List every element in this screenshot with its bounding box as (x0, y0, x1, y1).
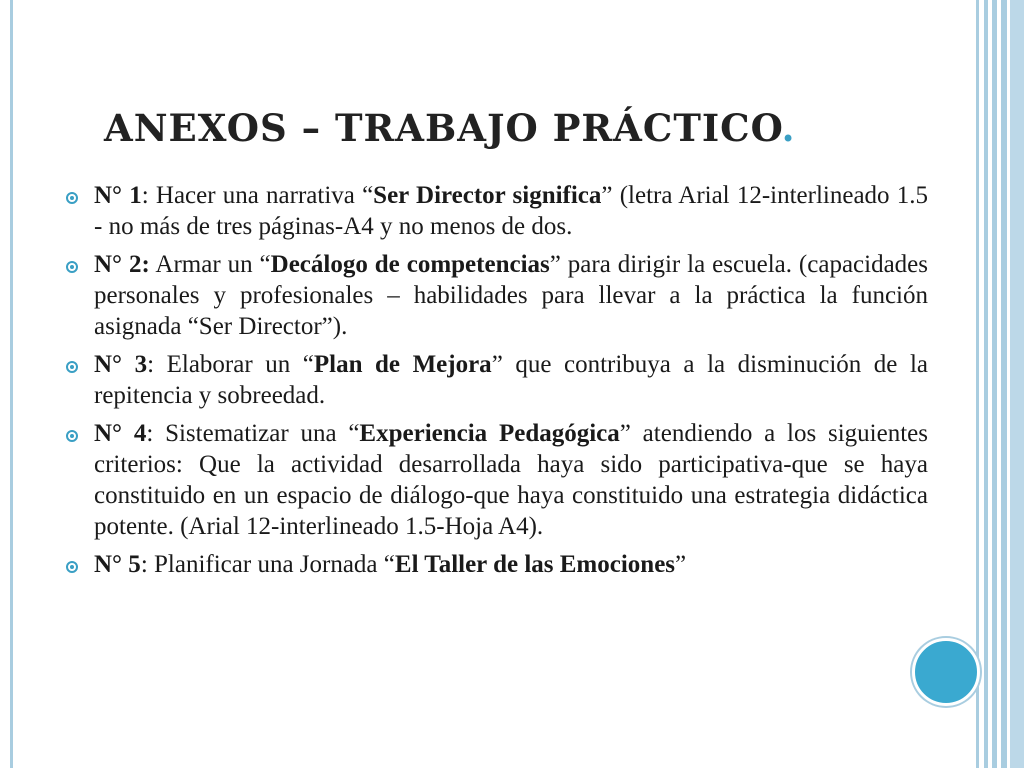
list-item (60, 549, 928, 580)
list-item (60, 249, 928, 342)
bullet-icon (66, 192, 78, 204)
slide-title (104, 106, 796, 150)
item-highlight: Ser Director significa (373, 182, 602, 209)
item-number: N° 4 (94, 420, 147, 447)
list-item (60, 349, 928, 411)
decorative-band (1010, 0, 1024, 768)
right-decorative-bands (976, 0, 1024, 768)
decorative-circle (912, 638, 980, 706)
item-text: ” que contribuya a la disminución de la repitencia y sobreedad. (94, 351, 928, 409)
list-item (60, 418, 928, 542)
decorative-band (1001, 0, 1007, 768)
bullet-icon (66, 261, 78, 273)
item-highlight: Plan de Mejora (313, 351, 492, 378)
slide-title-dot: . (781, 106, 796, 150)
item-number: N° 3 (94, 351, 148, 378)
item-text: : Hacer una narrativa “ (141, 182, 374, 209)
bullet-icon (66, 430, 78, 442)
item-number: N° 5 (94, 551, 141, 578)
item-text: : Elaborar un “ (147, 351, 314, 378)
decorative-band (976, 0, 979, 768)
item-text: : Sistematizar una “ (146, 420, 360, 447)
item-number: N° 1 (94, 182, 142, 209)
item-text: ” (letra Arial 12-interlineado 1.5 - no más de tres páginas-A4 y no menos de dos. (94, 182, 928, 240)
item-text: ” atendiendo a los siguientes criterios: Que la actividad desarrollada haya sido participativa-que se haya constituido en un espacio de diálogo-que haya constituido una estrategia didáctica potente. (Arial 12-interlineado 1.5-Hoja A4). (94, 420, 928, 540)
item-text: ” para dirigir la escuela. (capacidades personales y profesionales – habilidades para llevar a la práctica la función asignada “Ser Director”). (94, 251, 929, 340)
bullet-icon (66, 561, 78, 573)
bullet-icon (66, 361, 78, 373)
left-frame-line (10, 0, 13, 768)
decorative-band (992, 0, 997, 768)
item-text: Armar un “ (149, 251, 271, 278)
item-text: ” (675, 551, 687, 578)
item-number: N° 2: (94, 251, 150, 278)
item-highlight: Experiencia Pedagógica (359, 420, 620, 447)
list-item (60, 180, 928, 242)
slide-title-text: ANEXOS – TRABAJO PRÁCTICO (104, 106, 782, 150)
decorative-band (984, 0, 988, 768)
item-text: : Planificar una Jornada “ (140, 551, 395, 578)
item-highlight: El Taller de las Emociones (394, 551, 676, 578)
item-highlight: Decálogo de competencias (270, 251, 550, 278)
assignment-list (60, 180, 928, 587)
